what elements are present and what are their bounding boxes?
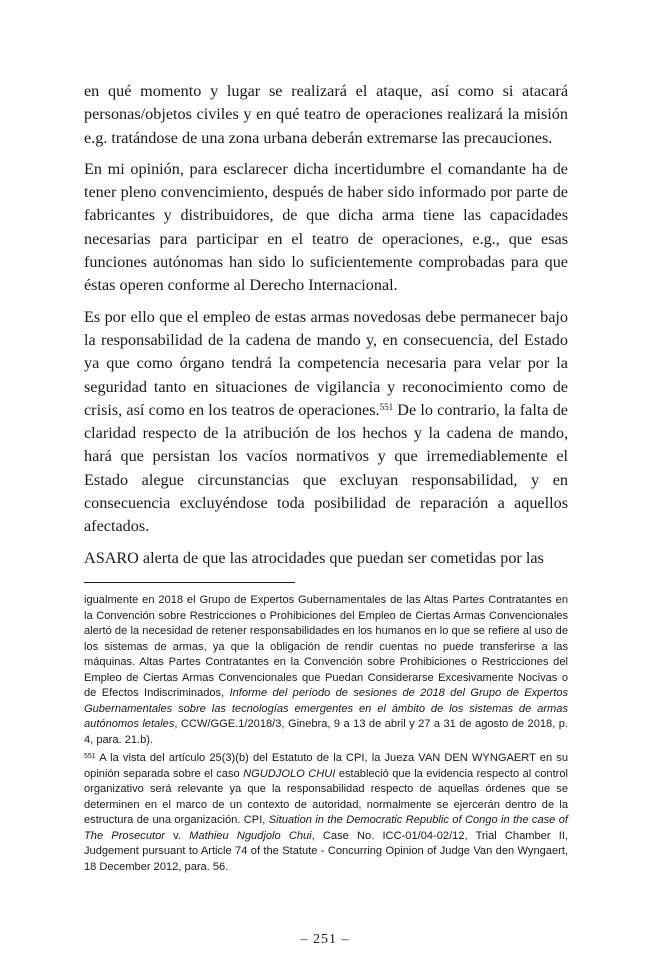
body-text-span: De lo contrario, la falta de claridad respecto de la atribución de los hechos y la cadena de mando, hará que persistan los vacíos normativos y que irremediablemente el Estado alegue circunstancias que excluyan responsabilidad, y en consecuencia excluyéndose toda posibilidad de reparación a aquellos afectados. — [84, 400, 568, 536]
page-number: – 251 – — [300, 932, 350, 947]
body-paragraph — [84, 306, 568, 539]
footnote-text: v. — [164, 829, 190, 842]
footnote-text: , Case No. ICC-01/04-02/12, Trial Chamber II, Judgement pursuant to Article 74 of the Statute - Concurring Opinion of Judge Van den Wyngaert, 18 December 2012, para. 56. — [84, 829, 568, 873]
footnote-italic-title: Mathieu Ngudjolo Chui — [189, 829, 312, 842]
footnote-text: estableció que la evidencia respecto al control organizativo será relevante ya que la responsabilidad respecto de aquellas órdenes que se determinen en el marco de un contexto de autoridad, normalmente se ejercerán dentro de la estructura de una organización. CPI, — [84, 767, 568, 826]
footnote-separator — [84, 582, 295, 583]
footnote-italic-title: Informe del período de sesiones de 2018 del Grupo de Expertos Gubernamentales sobre las tecnologías emergentes en el ámbito de los sistemas de armas autónomos letales — [84, 687, 568, 730]
footnote-italic-title: Situation in the Democratic Republic of Congo in the case of The Prosecutor — [84, 814, 568, 842]
footnote-case-name: NGUDJOLO CHUI — [243, 767, 336, 780]
footnote-text: A la vista del artículo 25(3)(b) del Estatuto de la CPI, la Jueza VAN DEN WYNGAERT en su opinión separada sobre el caso — [84, 752, 568, 780]
body-paragraph: en qué momento y lugar se realizará el ataque, así como si atacará personas/objetos civiles y en qué teatro de operaciones realizará la misión e.g. tratándose de una zona urbana deberán extremarse las precauciones. — [84, 82, 568, 147]
main-body-text — [84, 80, 568, 578]
footnote-551 — [84, 751, 568, 875]
footnotes-section — [84, 593, 568, 878]
body-paragraph: En mi opinión, para esclarecer dicha incertidumbre el comandante ha de tener pleno convencimiento, después de haber sido informado por parte de fabricantes y distribuidores, de que dicha arma tiene las capacidades necesarias para participar en el teatro de operaciones, e.g., que esas funciones autónomas han sido lo suficientemente comprobadas para que éstas operen conforme al Derecho Internacional. — [84, 159, 568, 295]
footnote-reference[interactable]: 551 — [379, 401, 394, 412]
footnote-text: igualmente en 2018 el Grupo de Expertos Gubernamentales de las Altas Partes Contratantes en la Convención sobre Restricciones o Prohibiciones del Empleo de Ciertas Armas Convencionales alertó de la necesidad de retener responsabilidades en los humanos en lo que se refiere al uso de los sistemas de armas, ya que la obligación de rendir cuentas no puede transferirse a las máquinas. Altas Partes Contratantes en la Convención sobre Prohibiciones o Restricciones del Empleo de Ciertas Armas Convencionales que Puedan Considerarse Excesivamente Nocivas o de Efectos Indiscriminados, — [84, 594, 568, 699]
footnote-number: 551 — [84, 753, 96, 760]
body-text-span: Es por ello que el empleo de estas armas novedosas debe permanecer bajo la responsabilidad de la cadena de mando y, en consecuencia, del Estado ya que como órgano tendrá la competencia necesaria para velar por la seguridad tanto en situaciones de vigilancia y reconocimiento como de crisis, así como en los teatros de operaciones. — [84, 307, 568, 419]
footnote-continuation — [84, 593, 568, 748]
footnote-text: , CCW/GGE.1/2018/3, Ginebra, 9 a 13 de abril y 27 a 31 de agosto de 2018, p. 4, para. 21.b). — [84, 718, 568, 746]
body-paragraph: ASARO alerta de que las atrocidades que puedan ser cometidas por las — [84, 548, 544, 567]
